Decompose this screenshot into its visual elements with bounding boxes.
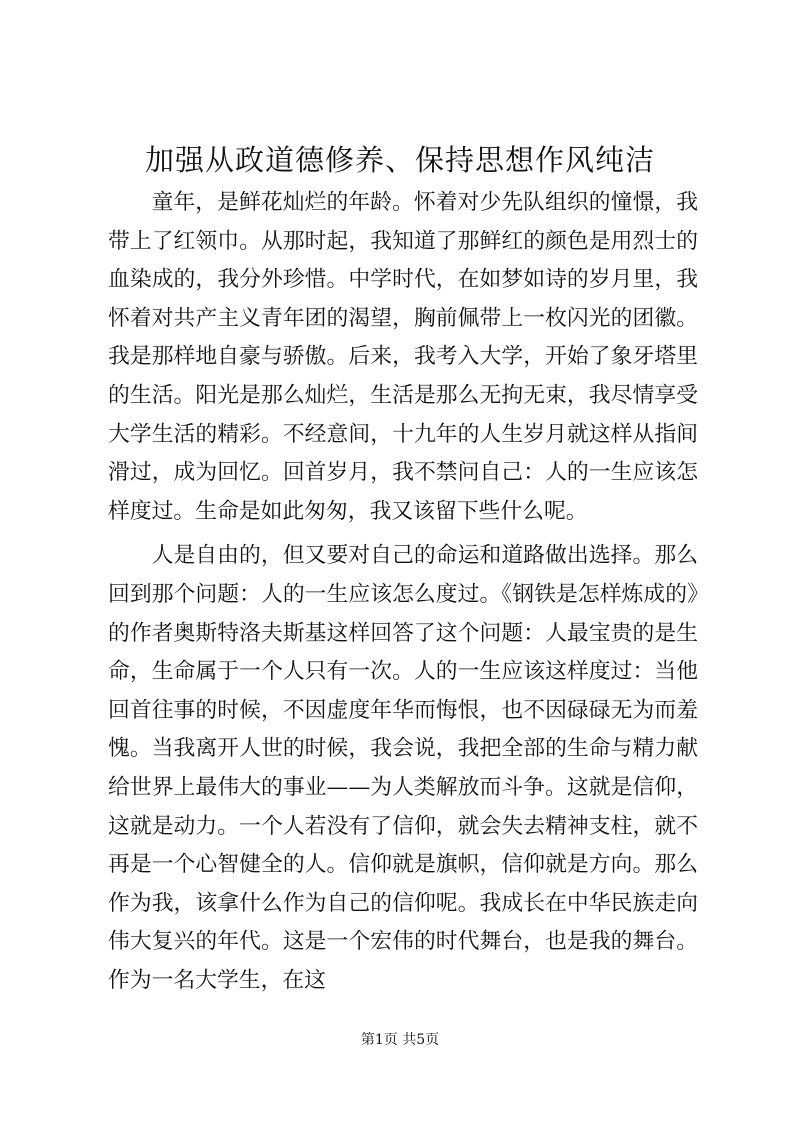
paragraph-2: 人是自由的，但又要对自己的命运和道路做出选择。那么回到那个问题：人的一生应该怎么度过。《钢铁是怎样炼成的》的作者奥斯特洛夫斯基这样回答了这个问题：人最宝贵的是生命，生命属于一个人只有一次。人的一生应该这样度过：当他回首往事的时候，不因虚度年华而悔恨，也不因碌碌无为而羞愧。当我离开人世的时候，我会说，我把全部的生命与精力献给世界上最伟大的事业——为人类解放而斗争。这就是信仰，这就是动力。一个人若没有了信仰，就会失去精神支柱，就不再是一个心智健全的人。信仰就是旗帜，信仰就是方向。那么作为我，该拿什么作为自己的信仰呢。我成长在中华民族走向伟大复兴的年代。这是一个宏伟的时代舞台，也是我的舞台。作为一名大学生，在这 [108,543,698,993]
document-body [108,184,698,1000]
document-title: 加强从政道德修养、保持思想作风纯洁 [144,143,655,177]
paragraph-1: 童年，是鲜花灿烂的年龄。怀着对少先队组织的憧憬，我带上了红领巾。从那时起，我知道了那鲜红的颜色是用烈士的血染成的，我分外珍惜。中学时代，在如梦如诗的岁月里，我怀着对共产主义青年团的渴望，胸前佩带上一枚闪光的团徽。我是那样地自豪与骄傲。后来，我考入大学，开始了象牙塔里的生活。阳光是那么灿烂，生活是那么无拘无束，我尽情享受大学生活的精彩。不经意间，十九年的人生岁月就这样从指间滑过，成为回忆。回首岁月，我不禁问自己：人的一生应该怎样度过。生命是如此匆匆，我又该留下些什么呢。 [108,190,698,524]
page-number-footer: 第1页 共5页 [360,1032,440,1048]
